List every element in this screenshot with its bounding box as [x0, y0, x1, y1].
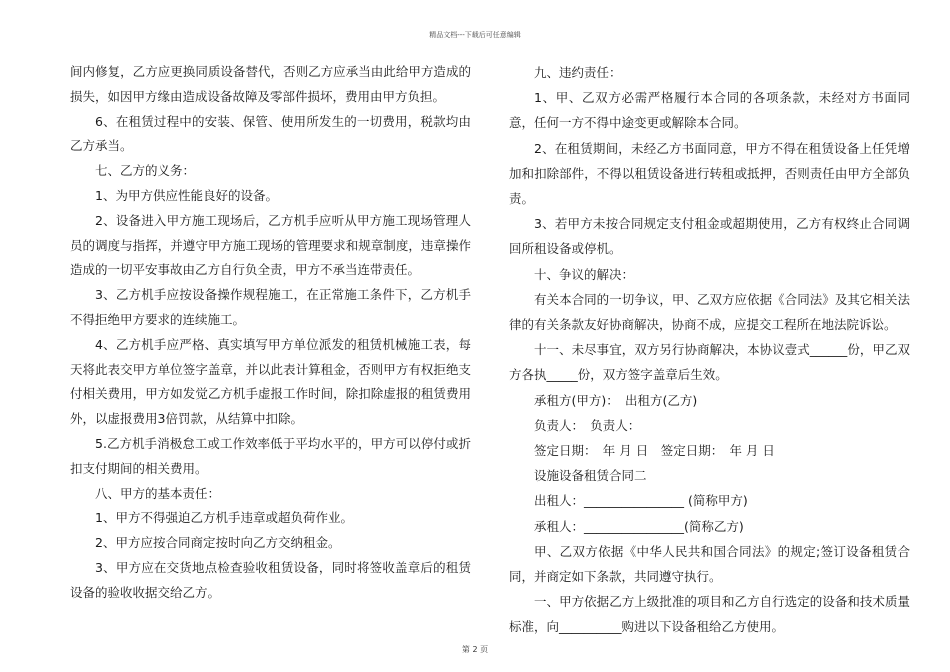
paragraph: 4、乙方机手应严格、真实填写甲方单位派发的租赁机械施工表，每天将此表交甲方单位签字盖章，并以此表计算租金，否则甲方有权拒绝支付相关费用，甲方如发觉乙方机手虚报工作时间，除扣除虚报的租赁费用外，以虚报费用3倍罚款，从结算中扣除。 — [70, 336, 471, 427]
section-heading: 九、违约责任： — [534, 65, 622, 80]
paragraph: 3、若甲方未按合同规定支付租金或超期使用，乙方有权终止合同调回所租设备或停机。 — [509, 216, 910, 257]
paragraph: 5.乙方机手消极怠工或工作效率低于平均水平的，甲方可以停付或折扣支付期间的相关费用。 — [70, 435, 471, 476]
section-heading: 十、争议的解决： — [534, 266, 635, 282]
paragraph: 1、为甲方供应性能良好的设备。 — [95, 187, 278, 203]
paragraph: 2、甲方应按合同商定按时向乙方交纳租金。 — [95, 535, 341, 551]
paragraph: 3、甲方应在交货地点检查验收租赁设备，同时将签收盖章后的租赁设备的验收收据交给乙方。 — [70, 559, 471, 600]
paragraph: 十一、未尽事宜，双方另行协商解决，本协议壹式______份，甲乙双方各执_____份，双方签字盖章后生效。 — [509, 342, 910, 383]
paragraph: 1、甲、乙双方必需严格履行本合同的各项条款，未经对方书面同意，任何一方不得中途变更或解除本合同。 — [509, 90, 910, 131]
paragraph: 2、在租赁期间，未经乙方书面同意，甲方不得在租赁设备上任凭增加和扣除部件，不得以租赁设备进行转租或抵押，否则责任由甲方全部负责。 — [509, 140, 910, 207]
paragraph: 2、设备进入甲方施工现场后，乙方机手应听从甲方施工现场管理人员的调度与指挥，并遵守甲方施工现场的管理要求和规章制度，违章操作造成的一切平安事故由乙方自行负全责，甲方不承当连带责任。 — [70, 212, 471, 278]
date-line: 签定日期： 年 月 日 签定日期： 年 月 日 — [534, 443, 775, 459]
section-heading: 八、甲方的基本责任： — [95, 485, 221, 501]
paragraph: 一、甲方依据乙方上级批准的项目和乙方自行选定的设备和技术质量标准，向__________购进以下设备租给乙方使用。 — [509, 594, 910, 635]
contract-title: 设施设备租赁合同二 — [534, 468, 647, 484]
section-heading: 七、乙方的义务： — [95, 163, 196, 179]
paragraph: 1、甲方不得强迫乙方机手违章或超负荷作业。 — [95, 510, 353, 526]
left-column — [70, 60, 471, 606]
signature-line: 承租方(甲方)： 出租方(乙方) — [534, 392, 698, 408]
right-column — [509, 60, 910, 640]
page-number: 第 2 页 — [461, 645, 489, 654]
paragraph: 甲、乙双方依据《中华人民共和国合同法》的规定;签订设备租赁合同，并商定如下条款，共同遵守执行。 — [509, 543, 910, 585]
lessor-line: 出租人：________________ (简称甲方) — [534, 493, 748, 509]
lessee-line: 承租人：________________(简称乙方) — [534, 518, 744, 534]
signature-line: 负责人： 负责人： — [534, 417, 641, 433]
page-header: 精品文档---下载后可任意编辑 — [429, 31, 521, 39]
paragraph: 6、在租赁过程中的安装、保管、使用所发生的一切费用，税款均由乙方承当。 — [70, 113, 471, 154]
paragraph: 间内修复，乙方应更换同质设备替代，否则乙方应承当由此给甲方造成的损失，如因甲方缘由造成设备故障及零部件损坏，费用由甲方负担。 — [70, 64, 471, 104]
paragraph: 3、乙方机手应按设备操作规程施工，在正常施工条件下，乙方机手不得拒绝甲方要求的连续施工。 — [70, 287, 471, 327]
paragraph: 有关本合同的一切争议，甲、乙双方应依据《合同法》及其它相关法律的有关条款友好协商解决，协商不成，应提交工程所在地法院诉讼。 — [509, 291, 910, 333]
